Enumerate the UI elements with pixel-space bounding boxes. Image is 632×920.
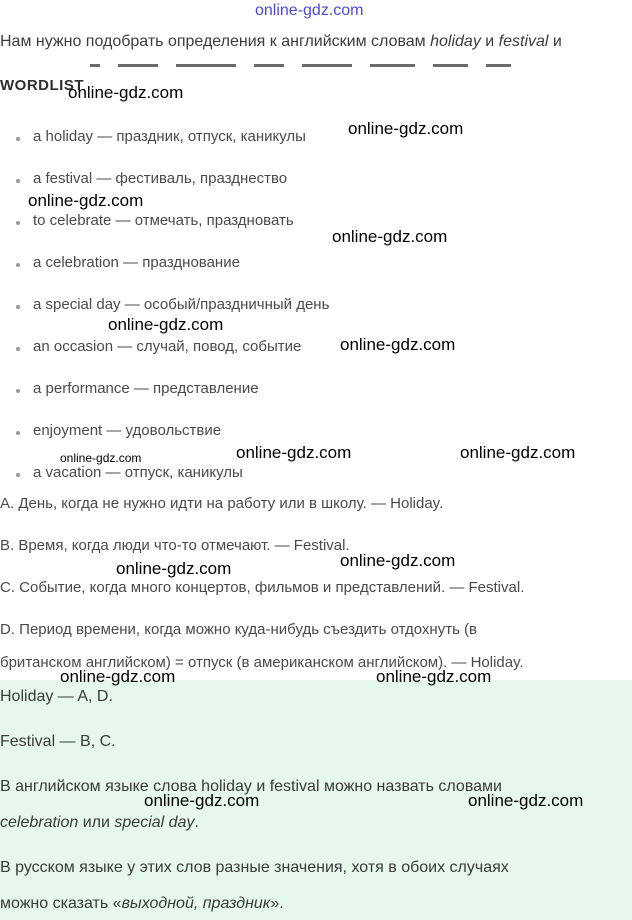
wordlist-item: a celebration — празднование [33,254,240,271]
bullet-icon [16,179,20,183]
definition-d-line2: британском английском) = отпуск (в американском английском). — Holiday. [0,654,524,671]
intro-word-holiday: holiday [430,33,481,50]
word-or: или [78,814,115,831]
note-russian-italic: выходной, праздник [121,895,271,912]
bullet-icon [16,389,20,393]
wordlist-item: a performance — представление [33,380,259,397]
watermark: online-gdz.com [60,667,176,686]
definition-a: А. День, когда не нужно идти на работу или в школу. — Holiday. [0,495,444,512]
watermark: online-gdz.com [340,335,456,354]
note-russian-line1: В русском языке у этих слов разные значения, хотя в обоих случаях [0,859,509,876]
watermark: online-gdz.com [376,667,492,686]
bullet-icon [16,221,20,225]
note-russian-prefix: можно сказать « [0,895,122,912]
watermark: online-gdz.com [116,559,232,578]
bullet-icon [16,473,20,477]
watermark: online-gdz.com [236,443,352,462]
bullet-icon [16,137,20,141]
watermark: online-gdz.com [108,315,224,334]
answer-holiday: Holiday — A, D. [0,688,113,705]
wordlist-item: enjoyment — удовольствие [33,422,222,439]
period: . [194,814,199,831]
watermark: online-gdz.com [144,791,260,810]
intro-and: и [480,33,499,50]
watermark: online-gdz.com [60,451,142,465]
definition-b: B. Время, когда люди что-то отмечают. — Festival. [0,537,350,554]
watermark: online-gdz.com [348,119,464,138]
wordlist-heading: WORDLIST [0,77,84,94]
wordlist-item: an occasion — случай, повод, событие [33,338,302,355]
watermark: online-gdz.com [468,791,584,810]
wordlist-item: to celebrate — отмечать, праздновать [33,212,294,229]
note-english-line1: В английском языке слова holiday и festival можно назвать словами [0,778,502,795]
word-special-day: special day [114,814,195,831]
note-english-line2 [0,814,199,832]
word-celebration: celebration [0,814,79,831]
bullet-icon [16,305,20,309]
watermark: online-gdz.com [332,227,448,246]
intro-and-2: и [548,33,562,50]
intro-word-festival: festival [498,33,549,50]
note-russian-line2 [0,895,284,913]
site-header-watermark: online-gdz.com [255,2,364,19]
bullet-icon [16,431,20,435]
watermark: online-gdz.com [68,83,184,102]
intro-prefix: Нам нужно подобрать определения к английским словам [0,33,431,50]
wordlist-item: a vacation — отпуск, каникулы [33,464,243,481]
watermark: online-gdz.com [460,443,576,462]
intro-text [0,33,562,51]
watermark: online-gdz.com [340,551,456,570]
clipped-text-line [90,64,530,70]
wordlist-item: a special day — особый/праздничный день [33,296,330,313]
definition-d-line1: D. Период времени, когда можно куда-нибудь съездить отдохнуть (в [0,621,478,638]
wordlist-item: a holiday — праздник, отпуск, каникулы [33,128,306,145]
definition-c: C. Событие, когда много концертов, фильмов и представлений. — Festival. [0,579,525,596]
bullet-icon [16,263,20,267]
watermark: online-gdz.com [28,191,144,210]
wordlist-item: a festival — фестиваль, празднество [33,170,288,187]
note-russian-suffix: ». [270,895,284,912]
answer-festival: Festival — B, C. [0,733,116,750]
bullet-icon [16,347,20,351]
